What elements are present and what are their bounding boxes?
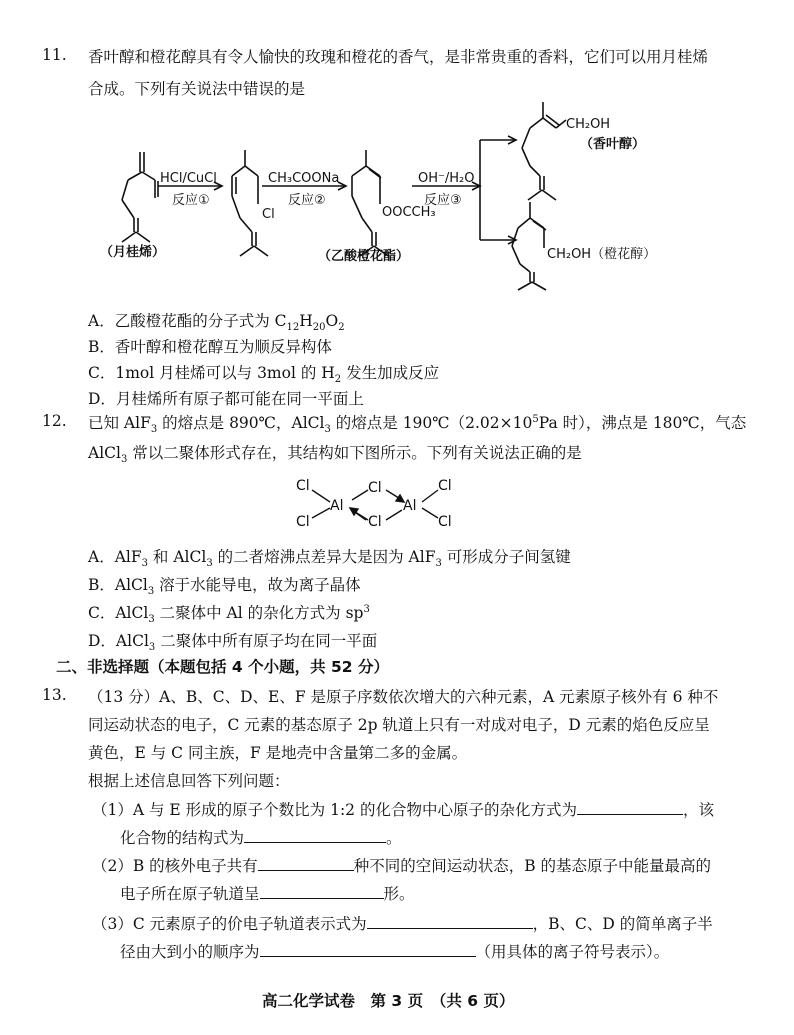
dimer-cl-4: Cl (438, 514, 452, 530)
q13-stem-line3: 黄色，E 与 C 同主族，F 是地壳中含量第二多的金属。 (88, 744, 468, 762)
dimer-al-2: Al (403, 498, 417, 514)
q13-part1-line2: 化合物的结构式为 。 (120, 826, 402, 849)
q12-stem-line1: 已知 AlF$_3$ 的熔点是 890℃，AlCl$_3$ 的熔点是 $190℃(2.02\times 10^5Pa$ 时），沸点是 180℃，气态 (88, 413, 747, 436)
page-footer: 高二化学试卷 第 3 页 （共 6 页） (262, 992, 515, 1010)
chloride-structure (232, 150, 268, 256)
reaction1-reagent: HCl/CuCl (160, 171, 217, 186)
q13-part2-line1: （2）B 的核外电子共有 种不同的空间运动状态，B 的基态原子中能量最高的 (92, 854, 711, 877)
q11-option-a: A．乙酸橙花酯的分子式为 $C_{12}H_{20}O_2$ (88, 312, 345, 334)
reaction2-label: 反应② (288, 193, 326, 208)
q13-part3-line2: 径由大到小的顺序为 （用具体的离子符号表示）。 (120, 940, 669, 963)
reaction1-label: 反应① (172, 193, 210, 208)
q11-option-b: B．香叶醇和橙花醇互为顺反异构体 (88, 338, 332, 356)
answer-blank-5[interactable] (367, 912, 533, 929)
q12-option-d: D．AlCl$_3$ 二聚体中所有原子均在同一平面 (88, 632, 378, 654)
q13-part2-line2: 电子所在原子轨道呈 形。 (120, 882, 415, 905)
answer-blank-4[interactable] (260, 882, 384, 899)
q12-stem-line2: AlCl$_3$ 常以二聚体形式存在，其结构如下图所示。下列有关说法正确的是 (88, 444, 582, 466)
neryl-acetate-structure (352, 150, 388, 256)
q11-option-c: C．1mol 月桂烯可以与 3mol 的 $H_2$ 发生加成反应 (88, 364, 440, 386)
geraniol-structure (522, 102, 566, 200)
q13-stem-line1: （13 分）A、B、C、D、E、F 是原子序数依次增大的六种元素，A 元素原子核外有 6 种不 (88, 688, 719, 706)
dimer-cl-2: Cl (296, 514, 310, 530)
nerol-structure (512, 202, 546, 290)
dimer-cl-1: Cl (296, 478, 310, 494)
geraniol-name: （香叶醇） (580, 137, 646, 152)
answer-blank-3[interactable] (258, 854, 354, 871)
al2cl6-dimer-structure (0, 470, 794, 540)
q11-option-d: D．月桂烯所有原子都可能在同一平面上 (88, 390, 364, 408)
q11-reaction-scheme (0, 100, 794, 300)
myrcene-structure (122, 152, 158, 242)
section2-title: 二、非选择题（本题包括 4 个小题，共 52 分） (56, 658, 389, 676)
q13-part3-line1: （3）C 元素原子的价电子轨道表示式为 ，B、C、D 的简单离子半 (92, 912, 713, 935)
geraniol-ch2oh-label: CH₂OH (566, 117, 611, 132)
chloride-cl-label: Cl (262, 207, 275, 222)
nerol-ch2oh-label: CH₂OH（橙花醇） (547, 247, 657, 262)
answer-blank-6[interactable] (260, 940, 476, 957)
dimer-cl-bridge-top: Cl (368, 480, 382, 496)
reaction3-label: 反应③ (424, 193, 462, 208)
acetate-group-label: OOCCH₃ (382, 205, 436, 220)
reaction3-reagent: OH⁻/H₂O (418, 171, 475, 186)
answer-blank-2[interactable] (244, 826, 386, 843)
q11-number: 11. (42, 46, 67, 64)
q11-stem-line2: 合成。下列有关说法中错误的是 (88, 80, 306, 98)
myrcene-name: （月桂烯） (100, 245, 166, 260)
q12-option-b: B．AlCl$_3$ 溶于水能导电，故为离子晶体 (88, 576, 361, 598)
dimer-cl-3: Cl (438, 478, 452, 494)
q13-stem-line2: 同运动状态的电子，C 元素的基态原子 2p 轨道上只有一对成对电子，D 元素的焰色反应呈 (88, 716, 710, 734)
q12-number: 12. (42, 412, 67, 430)
q12-option-a: A．AlF$_3$ 和 AlCl$_3$ 的二者熔沸点差异大是因为 AlF$_3$ 可形成分子间氢键 (88, 548, 571, 570)
neryl-acetate-name: （乙酸橙花酯） (318, 249, 410, 264)
q13-number: 13. (42, 686, 67, 704)
q13-part1-line1: （1）A 与 E 形成的原子个数比为 1:2 的化合物中心原子的杂化方式为 ，该 (92, 798, 714, 821)
dimer-cl-bridge-bottom: Cl (368, 514, 382, 530)
answer-blank-1[interactable] (577, 798, 683, 815)
q13-stem-line4: 根据上述信息回答下列问题： (88, 772, 290, 790)
reaction2-reagent: CH₃COONa (268, 171, 340, 186)
q12-option-c: C．AlCl$_3$ 二聚体中 Al 的杂化方式为 $sp^3$ (88, 603, 370, 626)
q11-stem-line1: 香叶醇和橙花醇具有令人愉快的玫瑰和橙花的香气，是非常贵重的香料，它们可以用月桂烯 (88, 48, 709, 66)
dimer-al-1: Al (330, 498, 344, 514)
